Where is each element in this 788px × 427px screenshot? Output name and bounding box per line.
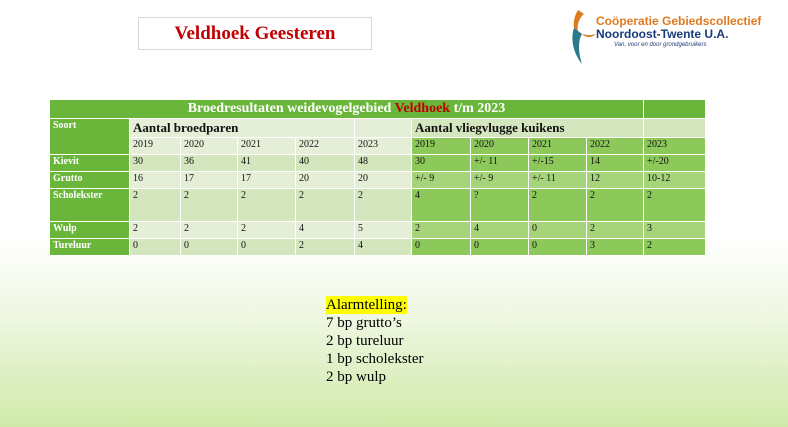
chicks-cell: 4 bbox=[471, 222, 529, 239]
alarm-line: 7 bp grutto’s bbox=[326, 315, 402, 331]
breeding-results-table bbox=[49, 99, 706, 256]
logo-line-1: Coöperatie Gebiedscollectief bbox=[596, 14, 762, 28]
pairs-cell: 4 bbox=[355, 239, 412, 256]
pairs-cell: 5 bbox=[355, 222, 412, 239]
chicks-cell: 3 bbox=[644, 222, 706, 239]
year-header-chicks: 2019 bbox=[412, 138, 471, 155]
pairs-cell: 2 bbox=[181, 189, 238, 222]
pairs-cell: 2 bbox=[296, 189, 355, 222]
chicks-cell: +/-20 bbox=[644, 155, 706, 172]
chicks-cell: 12 bbox=[587, 172, 644, 189]
pairs-cell: 16 bbox=[130, 172, 181, 189]
section-fledged-chicks: Aantal vliegvlugge kuikens bbox=[412, 119, 644, 138]
year-header-pairs: 2022 bbox=[296, 138, 355, 155]
species-name: Kievit bbox=[50, 155, 130, 172]
chicks-cell: 0 bbox=[471, 239, 529, 256]
pairs-cell: 0 bbox=[181, 239, 238, 256]
chicks-cell: 2 bbox=[529, 189, 587, 222]
year-header-pairs: 2021 bbox=[238, 138, 296, 155]
species-name: Grutto bbox=[50, 172, 130, 189]
table-heading: Broedresultaten weidevogelgebied Veldhoek t/m 2023 bbox=[50, 100, 644, 119]
pairs-cell: 4 bbox=[296, 222, 355, 239]
chicks-cell: 10-12 bbox=[644, 172, 706, 189]
table-row bbox=[50, 239, 706, 256]
year-header-pairs: 2020 bbox=[181, 138, 238, 155]
alarm-heading: Alarmtelling: bbox=[326, 297, 407, 313]
table-row bbox=[50, 222, 706, 239]
chicks-cell: 2 bbox=[587, 189, 644, 222]
alarm-line: 2 bp tureluur bbox=[326, 333, 404, 349]
chicks-cell: +/- 11 bbox=[471, 155, 529, 172]
year-header-chicks: 2022 bbox=[587, 138, 644, 155]
pairs-cell: 2 bbox=[130, 222, 181, 239]
pairs-cell: 36 bbox=[181, 155, 238, 172]
year-header-chicks: 2021 bbox=[529, 138, 587, 155]
pairs-cell: 48 bbox=[355, 155, 412, 172]
pairs-cell: 17 bbox=[181, 172, 238, 189]
logo-swoosh-icon bbox=[568, 8, 598, 66]
chicks-cell: 14 bbox=[587, 155, 644, 172]
pairs-cell: 2 bbox=[238, 222, 296, 239]
table-row bbox=[50, 155, 706, 172]
chicks-cell: 2 bbox=[644, 239, 706, 256]
chicks-cell: +/- 9 bbox=[412, 172, 471, 189]
logo-tagline: Van, voor en door grondgebruikers bbox=[614, 42, 707, 48]
pairs-cell: 2 bbox=[238, 189, 296, 222]
pairs-cell: 20 bbox=[355, 172, 412, 189]
chicks-cell: 2 bbox=[412, 222, 471, 239]
pairs-cell: 2 bbox=[296, 239, 355, 256]
year-header-pairs: 2023 bbox=[355, 138, 412, 155]
page-title: Veldhoek Geesteren bbox=[138, 17, 372, 50]
alarm-line: 1 bp scholekster bbox=[326, 351, 424, 367]
species-column-header: Soort bbox=[50, 119, 130, 155]
section-breeding-pairs: Aantal broedparen bbox=[130, 119, 355, 138]
year-header-pairs: 2019 bbox=[130, 138, 181, 155]
pairs-cell: 0 bbox=[238, 239, 296, 256]
year-header-row bbox=[50, 138, 706, 155]
chicks-cell: +/-15 bbox=[529, 155, 587, 172]
year-header-chicks: 2020 bbox=[471, 138, 529, 155]
logo-line-2: Noordoost-Twente U.A. bbox=[596, 27, 729, 41]
chicks-cell: +/- 9 bbox=[471, 172, 529, 189]
species-name: Wulp bbox=[50, 222, 130, 239]
pairs-cell: 2 bbox=[181, 222, 238, 239]
chicks-cell: 30 bbox=[412, 155, 471, 172]
year-header-chicks: 2023 bbox=[644, 138, 706, 155]
table-row bbox=[50, 172, 706, 189]
chicks-cell: 3 bbox=[587, 239, 644, 256]
chicks-cell: 2 bbox=[644, 189, 706, 222]
pairs-cell: 17 bbox=[238, 172, 296, 189]
chicks-cell: 0 bbox=[412, 239, 471, 256]
alarm-count-box bbox=[326, 296, 423, 386]
pairs-cell: 41 bbox=[238, 155, 296, 172]
species-name: Tureluur bbox=[50, 239, 130, 256]
chicks-cell: 0 bbox=[529, 239, 587, 256]
chicks-cell: ? bbox=[471, 189, 529, 222]
alarm-line: 2 bp wulp bbox=[326, 369, 386, 385]
pairs-cell: 40 bbox=[296, 155, 355, 172]
organization-logo bbox=[568, 8, 778, 66]
pairs-cell: 2 bbox=[130, 189, 181, 222]
chicks-cell: 4 bbox=[412, 189, 471, 222]
species-name: Scholekster bbox=[50, 189, 130, 222]
chicks-cell: 2 bbox=[587, 222, 644, 239]
chicks-cell: 0 bbox=[529, 222, 587, 239]
pairs-cell: 0 bbox=[130, 239, 181, 256]
chicks-cell: +/- 11 bbox=[529, 172, 587, 189]
table-row bbox=[50, 189, 706, 222]
pairs-cell: 30 bbox=[130, 155, 181, 172]
pairs-cell: 20 bbox=[296, 172, 355, 189]
pairs-cell: 2 bbox=[355, 189, 412, 222]
